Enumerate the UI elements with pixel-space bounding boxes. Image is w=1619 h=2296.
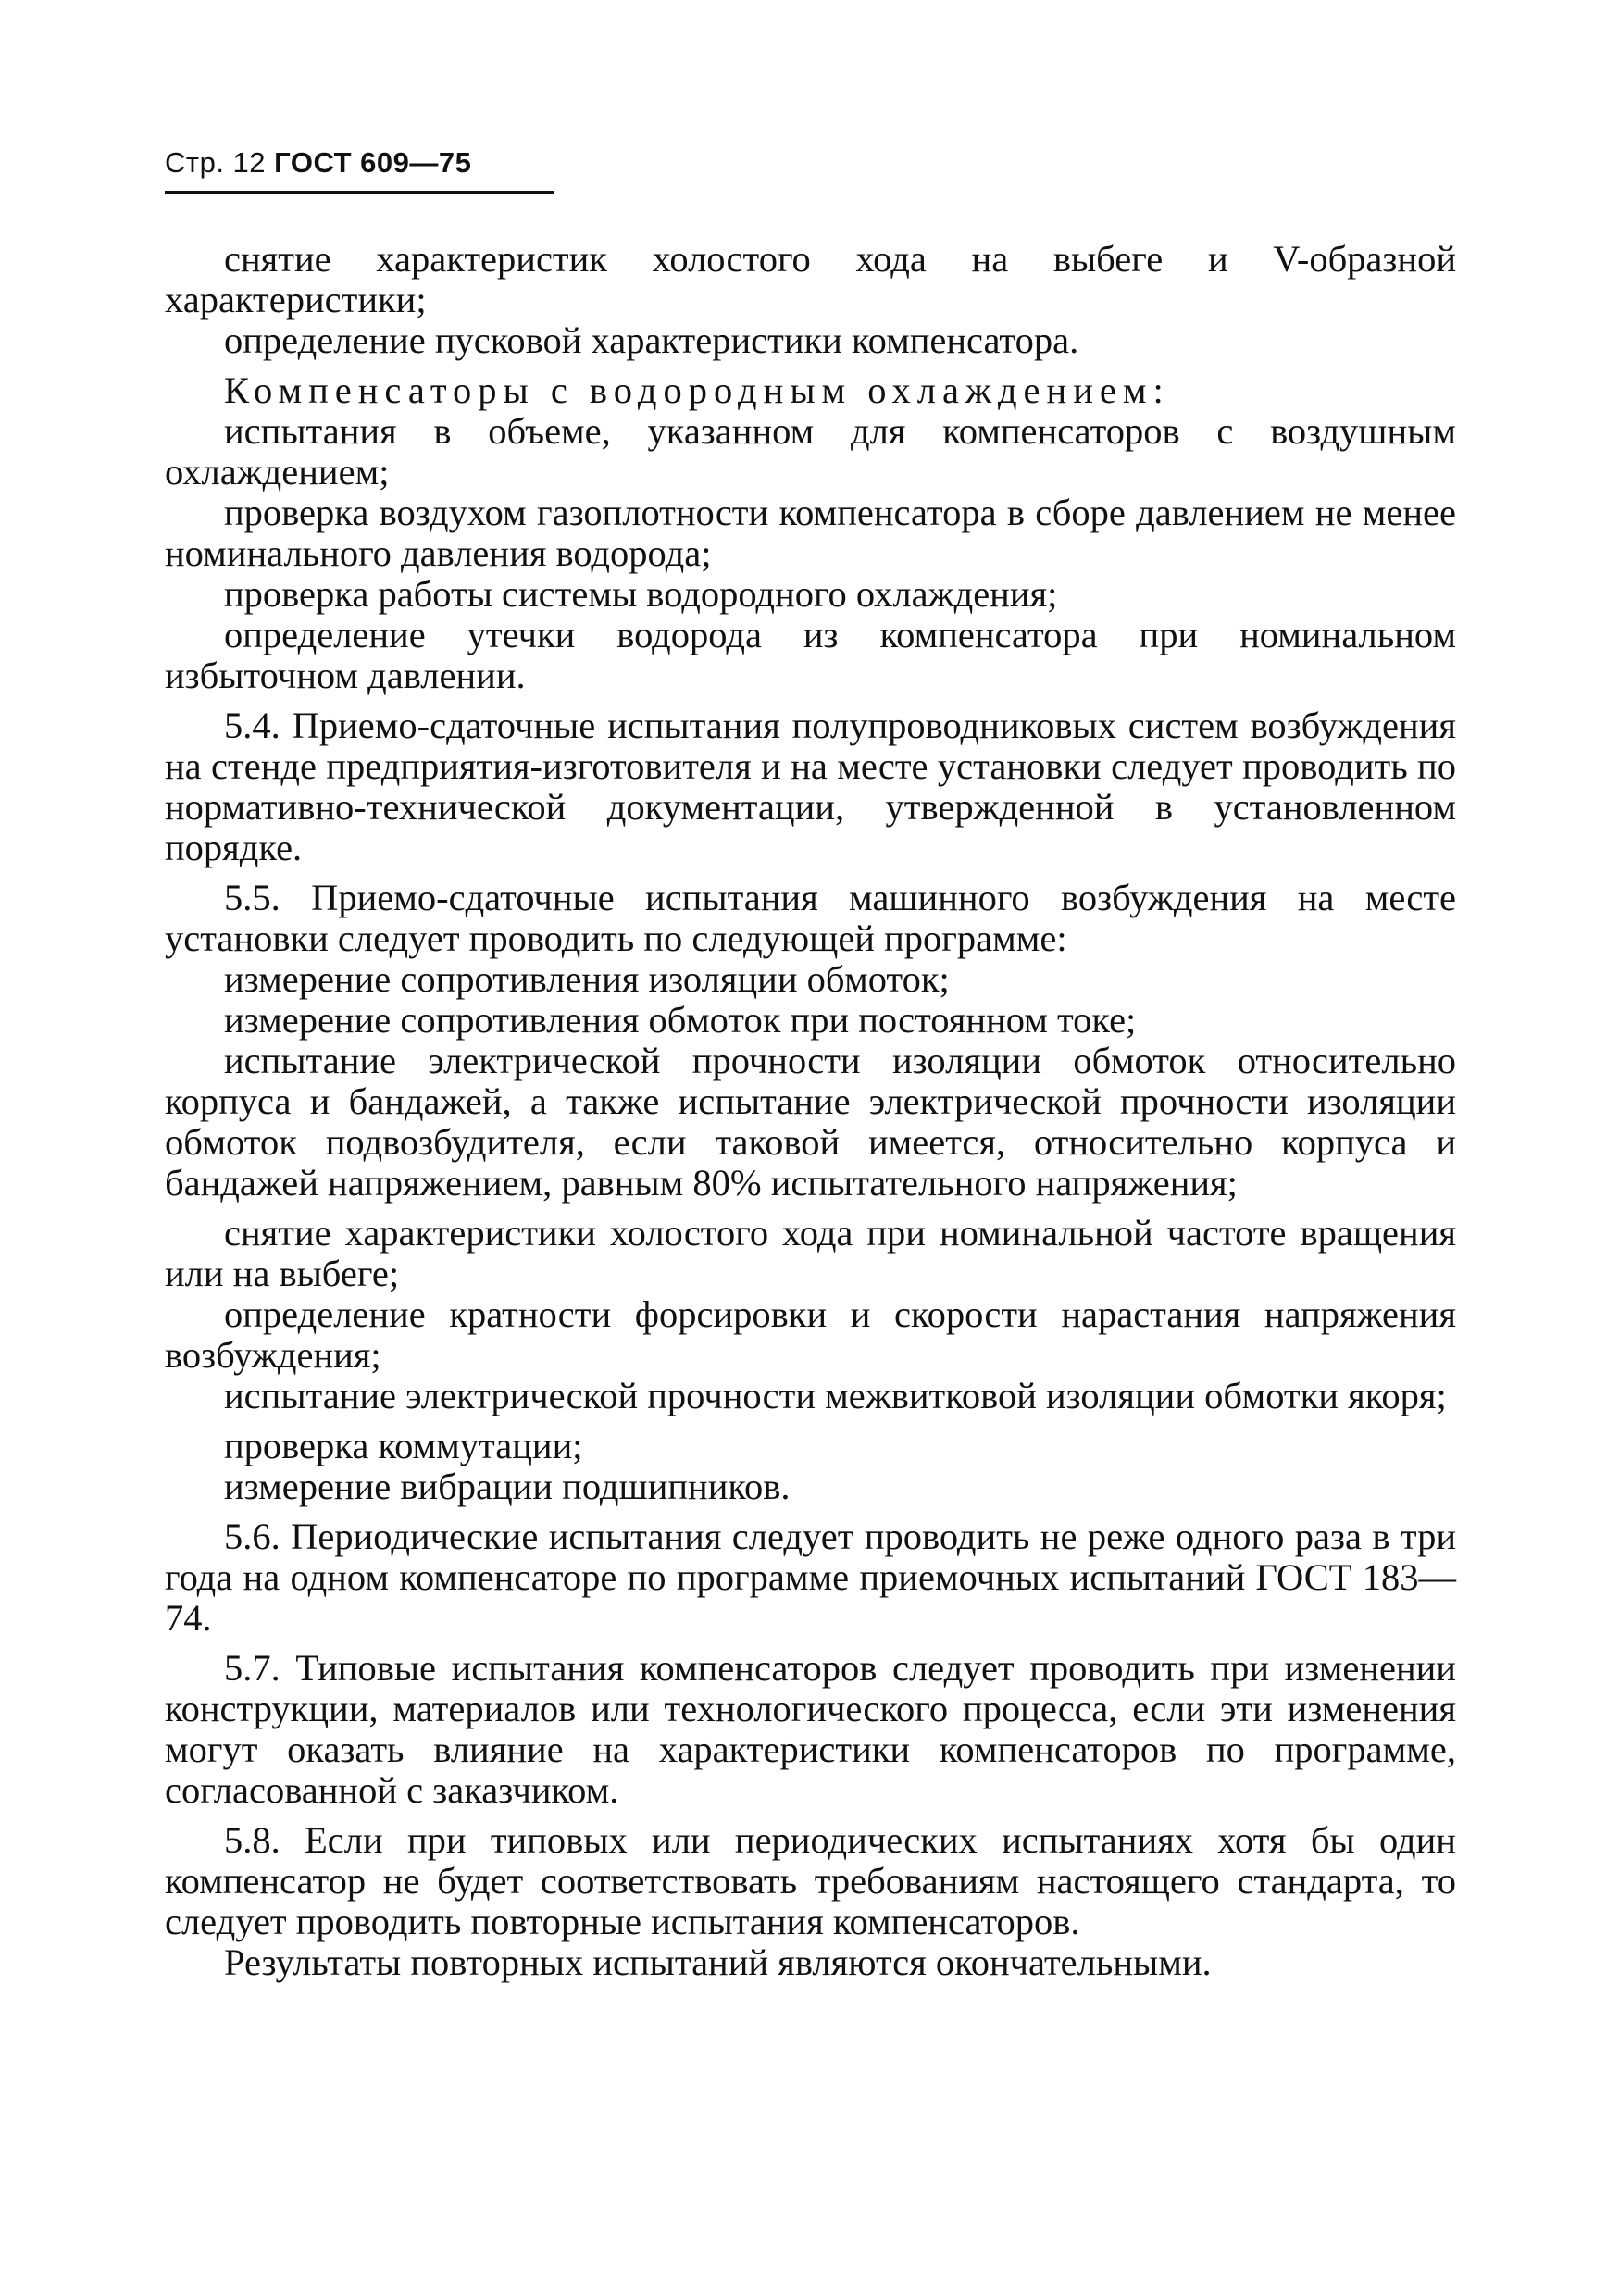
paragraph: проверка коммутации; [224,1425,583,1466]
paragraph: определение утечки водорода из компенсатора при номинальном избыточном давлении. [165,614,1456,696]
paragraph: измерение сопротивления изоляции обмоток; [224,958,950,1000]
paragraph: 5.4. Приемо-сдаточные испытания полупроводниковых систем возбуждения на стенде предприятия-изготовителя и на месте установки следует проводить по нормативно-технической документации, утвержденной в установленном порядке. [165,705,1456,868]
paragraph: определение пусковой характеристики компенсатора. [224,319,1079,361]
paragraph: снятие характеристики холостого хода при номинальной частоте вращения или на выбеге; [165,1212,1456,1294]
paragraph: измерение сопротивления обмоток при постоянном токе; [224,999,1137,1041]
page-header [165,146,471,180]
page-number: Стр. 12 [165,146,267,179]
header-divider [165,191,554,194]
paragraph: снятие характеристик холостого хода на выбеге и V-образной характеристики; [165,238,1456,320]
section-heading: Компенсаторы с водородным охлаждением: [224,369,1170,411]
document-body [165,239,1456,1983]
paragraph: 5.8. Если при типовых или периодических испытаниях хотя бы один компенсатор не будет соответствовать требованиям настоящего стандарта, то следует проводить повторные испытания компенсаторов. [165,1819,1456,1942]
standard-number: ГОСТ 609—75 [274,146,472,179]
paragraph: 5.5. Приемо-сдаточные испытания машинного возбуждения на месте установки следует проводить по следующей программе: [165,877,1456,959]
paragraph: определение кратности форсировки и скорости нарастания напряжения возбуждения; [165,1293,1456,1376]
paragraph: проверка воздухом газоплотности компенсатора в сборе давлением не менее номинального давления водорода; [165,492,1456,574]
paragraph: испытания в объеме, указанном для компенсаторов с воздушным охлаждением; [165,410,1456,493]
paragraph: 5.7. Типовые испытания компенсаторов следует проводить при изменении конструкции, материалов или технологического процесса, если эти изменения могут оказать влияние на характеристики компенсаторов по программе, согласованной с заказчиком. [165,1647,1456,1811]
paragraph: испытание электрической прочности изоляции обмоток относительно корпуса и бандажей, а также испытание электрической прочности изоляции обмоток подвозбудителя, если таковой имеется, относительно корпуса и бандажей напряжением, равным 80% испытательного напряжения; [165,1040,1456,1204]
paragraph: 5.6. Периодические испытания следует проводить не реже одного раза в три года на одном компенсаторе по программе приемочных испытаний ГОСТ 183—74. [165,1516,1456,1639]
paragraph: проверка работы системы водородного охлаждения; [224,573,1058,615]
paragraph: Результаты повторных испытаний являются окончательными. [224,1941,1212,1983]
paragraph: испытание электрической прочности межвитковой изоляции обмотки якоря; [224,1375,1447,1416]
paragraph: измерение вибрации подшипников. [224,1466,791,1507]
